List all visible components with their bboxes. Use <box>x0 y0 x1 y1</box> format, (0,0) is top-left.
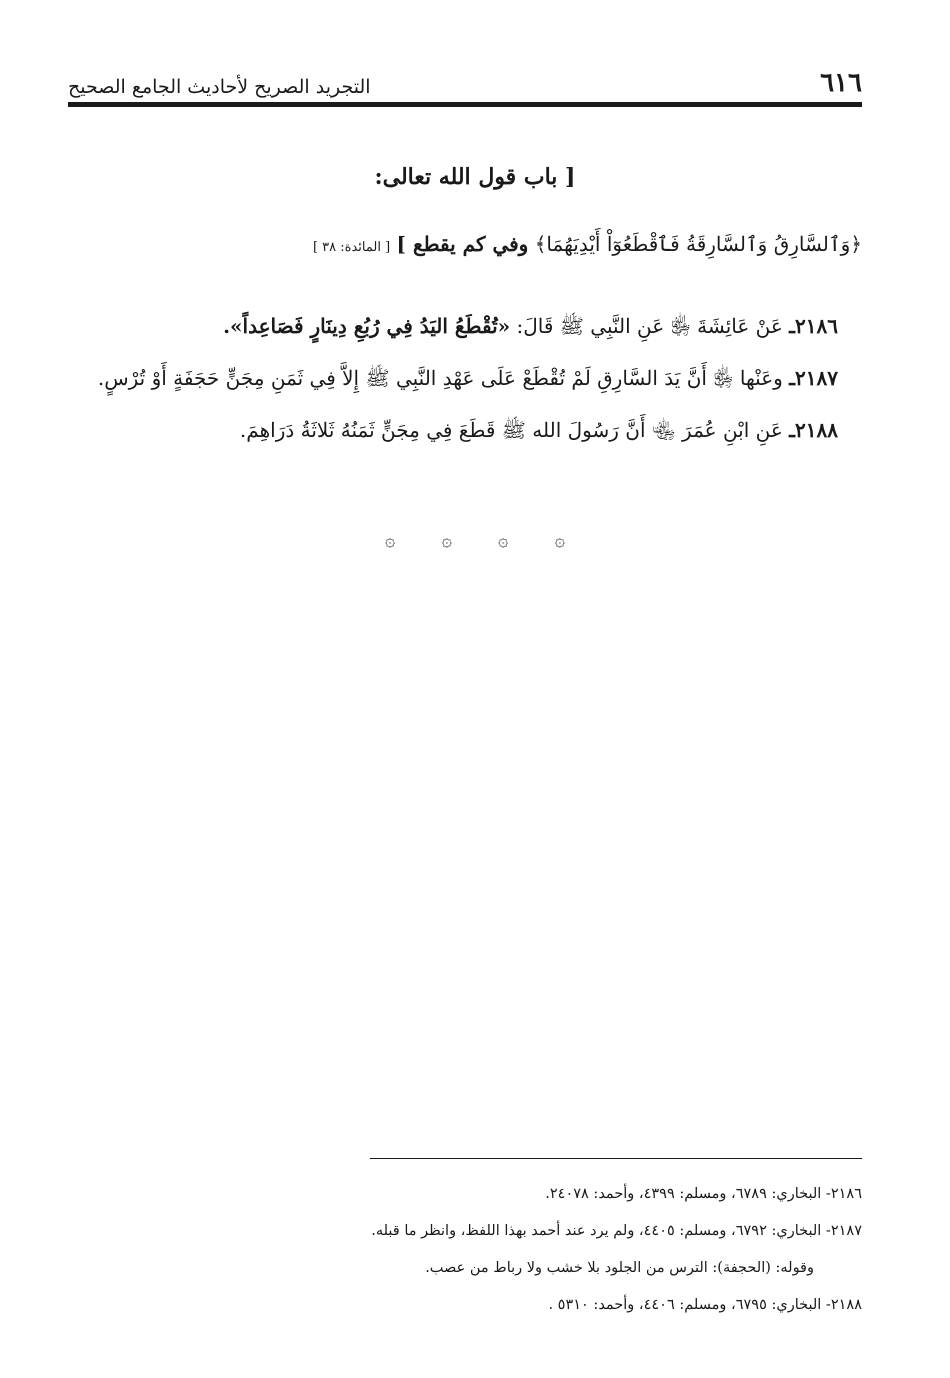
hadith-number: ٢١٨٨ـ <box>789 418 838 442</box>
star-ornament-icon: ۞ <box>384 530 396 551</box>
page-number: ٦١٦ <box>820 68 862 98</box>
verse-reference: [ المائدة: ٣٨ ] <box>312 240 391 255</box>
hadith-text: وعَنْها ﵂ أَنَّ يَدَ السَّارِقِ لَمْ تُقْطَعْ عَلَى عَهْدِ النَّبِي ﷺ إِلاَّ فِي ثَمَنِ مِجَنٍّ حَجَفَةٍ أَوْ تُرْسٍ. <box>97 366 783 390</box>
star-ornament-icon: ۞ <box>554 530 566 551</box>
hadith-number: ٢١٨٦ـ <box>789 314 838 338</box>
footnote-divider <box>370 1158 862 1159</box>
running-title: التجريد الصريح لأحاديث الجامع الصحيح <box>68 76 371 98</box>
footnote: ٢١٨٨- البخاري: ٦٧٩٥، ومسلم: ٤٤٠٦، وأحمد: ٥٣١٠ . <box>548 1297 862 1313</box>
quran-verse: ﴿وَٱلسَّارِقُ وَٱلسَّارِقَةُ فَٱقْطَعُوٓاْ أَيْدِيَهُمَا﴾ <box>534 232 862 256</box>
hadith-text: عَنْ عَائِشَةَ ﵂ عَنِ النَّبِي ﷺ قَالَ: <box>516 314 783 338</box>
hadith-saying: «تُقْطَعُ اليَدُ فِي رُبُعِ دِينَارٍ فَصَاعِداً». <box>223 314 511 338</box>
footnote: ٢١٨٦- البخاري: ٦٧٨٩، ومسلم: ٤٣٩٩، وأحمد: ٢٤٠٧٨. <box>545 1186 862 1202</box>
footnote: ٢١٨٧- البخاري: ٦٧٩٢، ومسلم: ٤٤٠٥، ولم يرد عند أحمد بهذا اللفظ، وانظر ما قبله. <box>371 1223 862 1239</box>
star-ornament-icon: ۞ <box>498 530 509 551</box>
footnote-gloss: وقوله: (الحجفة): الترس من الجلود بلا خشب ولا رباط من عصب. <box>425 1260 814 1276</box>
chapter-title: [ باب قول الله تعالى: <box>374 164 576 190</box>
section-ornament <box>0 530 950 551</box>
hadith-text: عَنِ ابْنِ عُمَرَ ﵄ أَنَّ رَسُولَ الله ﷺ قَطَعَ فِي مِجَنٍّ ثَمَنُهُ ثَلاثَةُ دَرَاهِمَ. <box>239 418 783 442</box>
chapter-title-suffix: وفي كم يقطع ] <box>396 232 529 256</box>
hadith-item <box>72 404 838 456</box>
hadith-list <box>72 300 838 456</box>
footnotes <box>200 1176 862 1324</box>
hadith-item <box>72 300 838 352</box>
hadith-number: ٢١٨٧ـ <box>789 366 838 390</box>
hadith-item <box>72 352 838 404</box>
chapter-verse-line <box>160 232 862 256</box>
page-header <box>68 58 862 107</box>
star-ornament-icon: ۞ <box>441 530 452 551</box>
